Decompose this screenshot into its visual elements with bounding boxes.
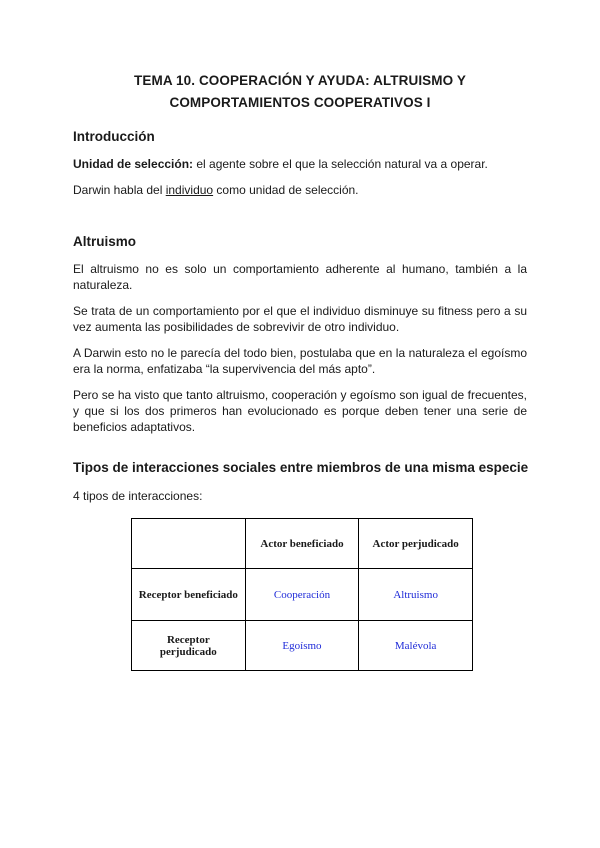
altruism-paragraph-1: El altruismo no es solo un comportamiento adherente al humano, también a la naturaleza.	[73, 262, 527, 292]
darwin-underlined-word: individuo	[165, 183, 214, 197]
row-label-receptor-perjudicado	[132, 621, 246, 671]
header-actor-beneficiado: Actor beneficiado	[245, 519, 359, 569]
altruism-paragraph-2: Se trata de un comportamiento por el que el individuo disminuye su fitness pero a su vez aumenta las posibilidades de sobrevivir de otro individuo.	[73, 304, 527, 334]
cell-egoismo: Egoísmo	[245, 621, 359, 671]
table-header-row	[132, 519, 473, 569]
unit-of-selection-text: el agente sobre el que la selección natural va a operar.	[193, 157, 488, 171]
unit-of-selection-label: Unidad de selección:	[73, 157, 194, 171]
row-label-line: Receptor	[166, 633, 210, 646]
row-label-line: Receptor beneficiado	[138, 588, 238, 601]
table-row	[132, 621, 473, 671]
table-corner-cell	[132, 519, 246, 569]
unit-of-selection-paragraph	[73, 156, 527, 172]
interactions-table	[131, 518, 473, 671]
interactions-subtitle: 4 tipos de interacciones:	[73, 489, 203, 503]
document-title	[60, 70, 540, 114]
cell-cooperacion: Cooperación	[245, 569, 359, 621]
title-line-1: TEMA 10. COOPERACIÓN Y AYUDA: ALTRUISMO Y	[134, 73, 466, 88]
darwin-text-before: Darwin habla del	[73, 183, 166, 197]
header-actor-perjudicado: Actor perjudicado	[359, 519, 473, 569]
title-line-2: COMPORTAMIENTOS COOPERATIVOS I	[169, 95, 431, 110]
altruism-paragraph-3: A Darwin esto no le parecía del todo bien, postulaba que en la naturaleza el egoísmo era la norma, enfatizaba “la supervivencia del más apto”.	[73, 346, 527, 376]
altruism-paragraph-4: Pero se ha visto que tanto altruismo, cooperación y egoísmo son igual de frecuentes, y que si los dos primeros han evolucionado es porque deben tener una serie de beneficios adaptativos.	[73, 388, 527, 434]
cell-altruismo: Altruismo	[359, 569, 473, 621]
darwin-text-after: como unidad de selección.	[213, 183, 359, 197]
altruism-heading: Altruismo	[73, 234, 137, 249]
table-row	[132, 569, 473, 621]
intro-heading: Introducción	[73, 129, 155, 144]
darwin-paragraph	[73, 182, 527, 198]
row-label-line: perjudicado	[159, 645, 217, 658]
cell-malevola: Malévola	[359, 621, 473, 671]
row-label-receptor-beneficiado	[132, 569, 246, 621]
interactions-heading: Tipos de interacciones sociales entre miembros de una misma especie	[73, 460, 529, 475]
